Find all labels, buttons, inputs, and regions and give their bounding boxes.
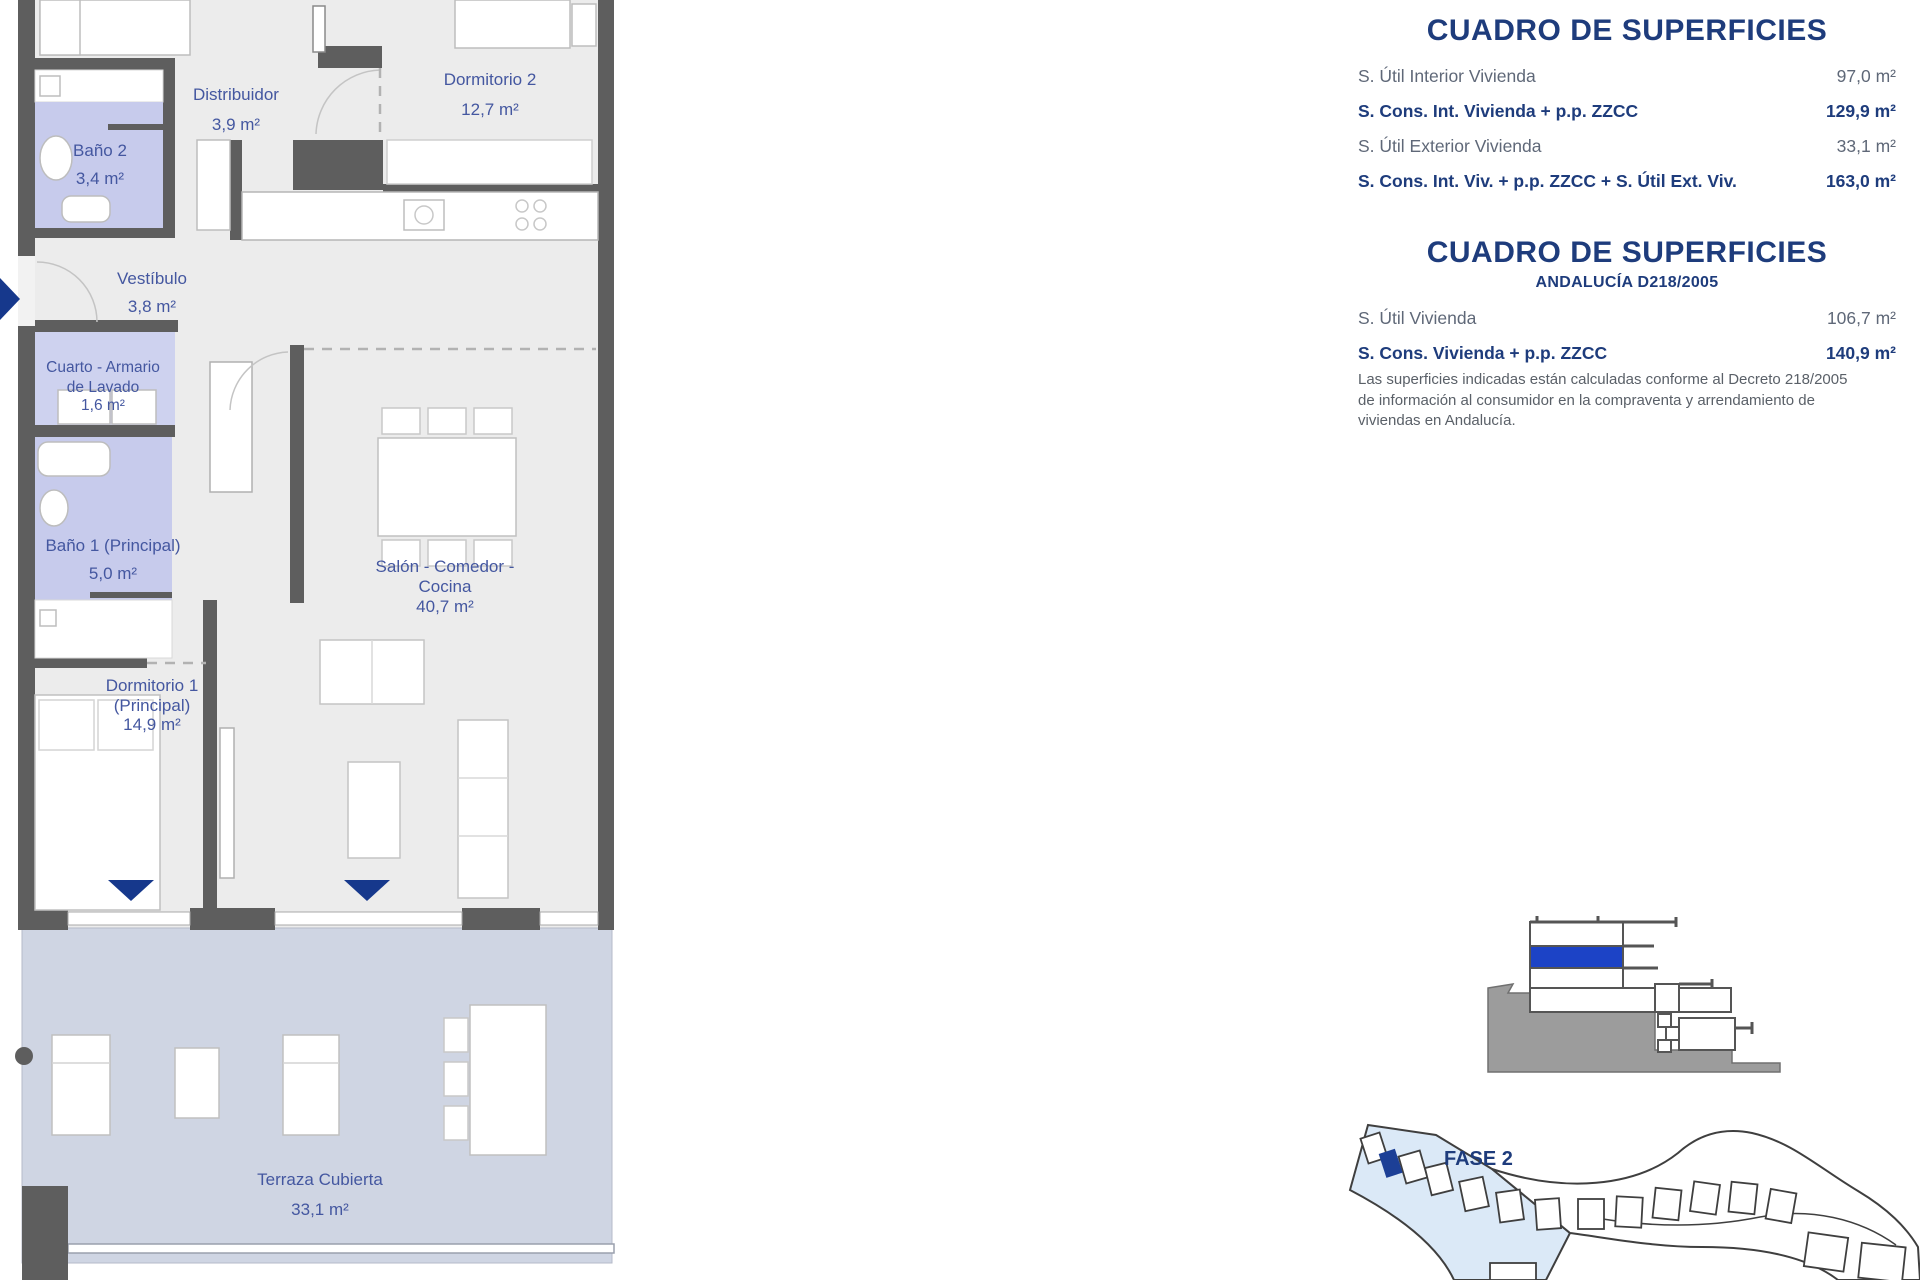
room-label-lavadero-2: de Lavado <box>66 379 140 396</box>
row-value: 140,9 m² <box>1825 343 1896 363</box>
row-label: S. Cons. Int. Vivienda + p.p. ZZCC <box>1358 101 1639 121</box>
room-label-distribuidor: Distribuidor <box>193 85 279 104</box>
site-plan <box>1340 1095 1920 1280</box>
terrace-post <box>15 1047 33 1065</box>
row-value: 129,9 m² <box>1825 101 1896 121</box>
row-label: S. Útil Vivienda <box>1358 308 1477 328</box>
table-row <box>1358 171 1896 192</box>
room-label-salon-2: Cocina <box>418 577 472 596</box>
phase-label: FASE 2 <box>1444 1148 1513 1170</box>
room-area-bano2: 3,4 m² <box>75 169 125 188</box>
room-area-salon: 40,7 m² <box>416 597 474 616</box>
decree-note: Las superficies indicadas están calculadas conforme al Decreto 218/2005 de información al consumidor en la compraventa y arrendamiento de viviendas en Andalucía. <box>1358 371 1848 430</box>
section-floor-top <box>1530 922 1623 946</box>
terrace-corner-pillar <box>22 1186 68 1280</box>
shower-screen <box>108 124 163 130</box>
room-label-salon: Salón - Comedor - <box>375 557 515 576</box>
room-label-vestibulo: Vestíbulo <box>117 269 187 288</box>
table-row <box>1358 343 1896 364</box>
room-area-bano1: 5,0 m² <box>88 564 138 583</box>
table-row <box>1358 308 1896 329</box>
table-row <box>1358 101 1896 122</box>
table-row <box>1358 136 1896 157</box>
surface-table-andalucia <box>1358 236 1896 432</box>
room-area-lavadero: 1,6 m² <box>81 397 125 414</box>
room-area-distribuidor: 3,9 m² <box>211 115 261 134</box>
entry-opening <box>18 256 35 326</box>
row-label: S. Útil Exterior Vivienda <box>1358 136 1542 156</box>
surface-table-title: CUADRO DE SUPERFICIES <box>1426 236 1828 269</box>
surface-table-main <box>1358 14 1896 206</box>
room-label-bano1: Baño 1 (Principal) <box>45 536 181 555</box>
room-label-terraza: Terraza Cubierta <box>257 1170 383 1189</box>
section-floor-highlighted <box>1530 946 1623 968</box>
row-value: 106,7 m² <box>1826 308 1896 328</box>
shower-screen-2 <box>90 592 172 598</box>
entry-arrow-icon <box>0 278 20 320</box>
building-section-diagram <box>1480 900 1800 1080</box>
row-label: S. Cons. Int. Viv. + p.p. ZZCC + S. Útil Ext. Viv. <box>1358 171 1737 191</box>
room-area-terraza: 33,1 m² <box>291 1200 349 1219</box>
surface-table-subtitle: ANDALUCÍA D218/2005 <box>1535 274 1719 291</box>
row-label: S. Cons. Vivienda + p.p. ZZCC <box>1358 343 1608 363</box>
room-label-dormitorio2: Dormitorio 2 <box>443 70 537 89</box>
room-area-dormitorio1: 14,9 m² <box>123 715 181 734</box>
room-label-bano2: Baño 2 <box>73 141 127 160</box>
apartment-floor-plan <box>0 0 625 1280</box>
row-value: 33,1 m² <box>1836 136 1896 156</box>
room-label-dormitorio1-2: (Principal) <box>113 696 191 715</box>
terrace-rail <box>68 1244 614 1253</box>
section-stepped-units <box>1655 984 1735 1052</box>
room-label-lavadero: Cuarto - Armario <box>46 359 160 376</box>
table-row <box>1358 66 1896 87</box>
surface-table-title: CUADRO DE SUPERFICIES <box>1426 14 1828 47</box>
section-basement <box>1530 988 1655 1012</box>
room-area-dormitorio2: 12,7 m² <box>461 100 519 119</box>
row-value: 97,0 m² <box>1836 66 1896 86</box>
room-area-vestibulo: 3,8 m² <box>127 297 177 316</box>
room-label-dormitorio1: Dormitorio 1 <box>105 676 199 695</box>
row-value: 163,0 m² <box>1825 171 1896 191</box>
row-label: S. Útil Interior Vivienda <box>1358 66 1536 86</box>
bano1-shower <box>35 600 172 658</box>
section-floor-lower <box>1530 968 1623 988</box>
